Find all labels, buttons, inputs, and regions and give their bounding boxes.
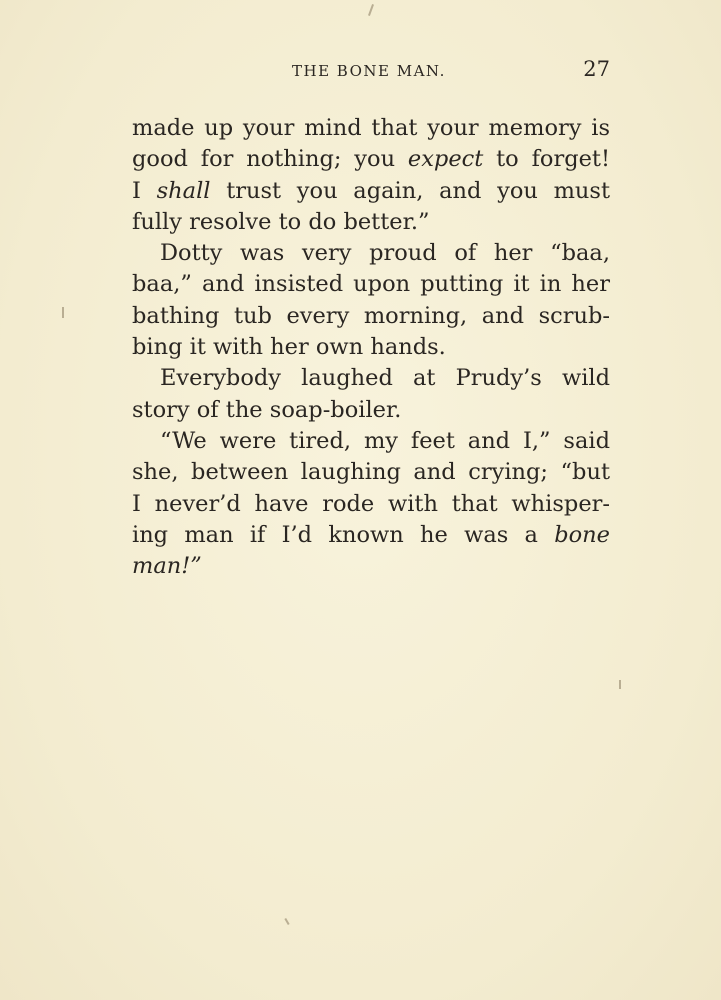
- text-line: [132, 551, 610, 582]
- page-number: 27: [583, 57, 610, 81]
- running-head: [132, 58, 610, 82]
- text-segment: bathing tub every morning, and scrub-: [132, 302, 610, 329]
- text-line: [132, 207, 610, 238]
- italic-text: expect: [407, 146, 484, 173]
- text-segment: ing man if I’d known he was a: [132, 521, 555, 548]
- text-segment: I: [132, 177, 157, 204]
- text-segment: Dotty was very proud of her “baa,: [160, 240, 610, 267]
- text-line: [132, 426, 610, 457]
- text-segment: to forget!: [483, 146, 610, 173]
- text-line: [132, 176, 610, 207]
- text-line: [132, 238, 610, 269]
- text-segment: she, between laughing and crying; “but: [132, 459, 610, 486]
- text-line: [132, 489, 610, 520]
- text-line: [132, 395, 610, 426]
- running-title: THE BONE MAN.: [292, 62, 446, 80]
- text-line: [132, 113, 610, 144]
- italic-text: bone: [554, 521, 610, 548]
- text-segment: fully resolve to do better.”: [132, 208, 430, 235]
- italic-text: shall: [156, 177, 211, 204]
- text-line: [132, 363, 610, 394]
- text-line: [132, 301, 610, 332]
- text-segment: good for nothing; you: [132, 146, 408, 173]
- text-line: [132, 269, 610, 300]
- text-segment: story of the soap-boiler.: [132, 396, 402, 423]
- paper-speck: [62, 307, 64, 318]
- text-line: [132, 144, 610, 175]
- text-line: [132, 332, 610, 363]
- text-line: [132, 520, 610, 551]
- paper-speck: [284, 918, 289, 925]
- text-segment: I never’d have rode with that whisper-: [132, 490, 610, 517]
- text-segment: Everybody laughed at Prudy’s wild: [160, 365, 610, 392]
- text-segment: bing it with her own hands.: [132, 334, 446, 361]
- text-segment: baa,” and insisted upon putting it in her: [132, 271, 610, 298]
- paper-speck: [619, 680, 621, 689]
- body-text: [132, 113, 610, 582]
- text-line: [132, 457, 610, 488]
- text-segment: trust you again, and you must: [210, 177, 610, 204]
- text-segment: made up your mind that your memory is: [132, 115, 610, 141]
- text-segment: “We were tired, my feet and I,” said: [160, 427, 610, 454]
- italic-text: man!”: [132, 553, 202, 580]
- paper-speck: [368, 4, 374, 16]
